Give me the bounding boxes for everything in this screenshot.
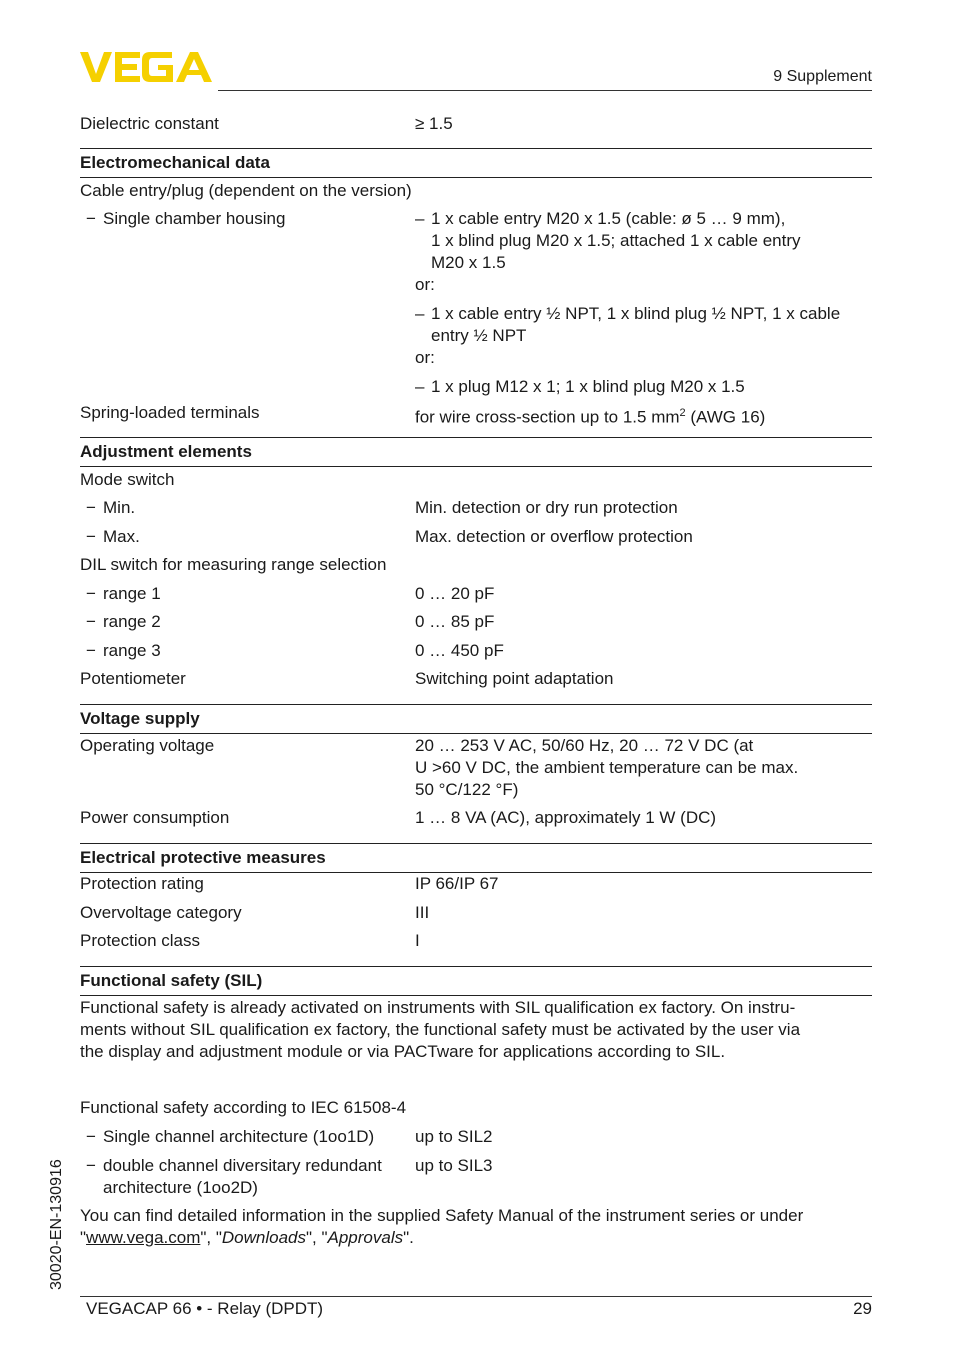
iec-label: Functional safety according to IEC 61508-4 [80,1098,407,1117]
max-value: Max. detection or overflow protection [415,527,693,546]
single-channel-label: − Single channel architecture (1oo1D) [86,1127,375,1146]
operating-voltage-label: Operating voltage [80,736,215,755]
protection-rating-value: IP 66/IP 67 [415,874,499,893]
section-title: 9 Supplement [773,68,872,85]
vega-link[interactable]: www.vega.com [86,1228,201,1247]
section-heading: Electrical protective measures [80,848,326,867]
section-electromechanical [80,148,872,178]
section-heading: Voltage supply [80,709,200,728]
document-id: 30020-EN-130916 [48,1159,65,1290]
double-channel-label: − double channel diversitary redundant architecture (1oo2D) [86,1156,382,1197]
operating-voltage-value: 20 … 253 V AC, 50/60 Hz, 20 … 72 V DC (at U >60 V DC, the ambient temperature can be max. 50 °C/122 °F) [415,736,799,799]
protection-rating-label: Protection rating [80,874,204,893]
or-text: or: [415,348,435,367]
cable-option-2: – 1 x cable entry ½ NPT, 1 x blind plug ½ NPT, 1 x cable entry ½ NPT [415,304,841,345]
range3-value: 0 … 450 pF [415,641,504,660]
sil-info: You can find detailed information in the supplied Safety Manual of the instrument series or under "www.vega.com", "Downloads", "Approvals". [80,1206,804,1247]
single-chamber-label: − Single chamber housing [86,209,286,228]
section-heading: Functional safety (SIL) [80,971,263,990]
section-voltage [80,704,872,734]
section-electrical [80,843,872,873]
product-name: VEGACAP 66 • - Relay (DPDT) [86,1299,324,1318]
dielectric-label: Dielectric constant [80,114,219,133]
range2-label: − range 2 [86,612,161,631]
double-channel-value: up to SIL3 [415,1156,493,1175]
footer-rule [80,1296,872,1297]
protection-class-value: I [415,931,420,950]
page-number: 29 [853,1299,872,1318]
single-chamber-value [415,208,875,398]
range1-value: 0 … 20 pF [415,584,495,603]
terminals-value: for wire cross-section up to 1.5 $mm^2$ (AWG 16) [415,407,766,427]
power-label: Power consumption [80,808,230,827]
range2-value: 0 … 85 pF [415,612,495,631]
downloads-text: Downloads [221,1228,306,1247]
potentiometer-value: Switching point adaptation [415,669,614,688]
potentiometer-label: Potentiometer [80,669,186,688]
min-value: Min. detection or dry run protection [415,498,678,517]
overvoltage-label: Overvoltage category [80,903,242,922]
protection-class-label: Protection class [80,931,200,950]
dielectric-value: ≥ 1.5 [415,114,453,133]
sil-paragraph: Functional safety is already activated on instruments with SIL qualification ex factory. On instru- ments without SIL qualification ex factory, the functional safety must be activated by the user via the display and adjustment module or via PACTware for applications according to SIL. [80,998,801,1061]
or-text: or: [415,275,435,294]
vega-logo [80,50,212,84]
header-rule [218,90,872,91]
range3-label: − range 3 [86,641,161,660]
dil-label: DIL switch for measuring range selection [80,555,387,574]
overvoltage-value: III [415,903,430,922]
section-adjustment [80,437,872,467]
single-channel-value: up to SIL2 [415,1127,493,1146]
approvals-text: Approvals [327,1228,404,1247]
cable-option-3: – 1 x plug M12 x 1; 1 x blind plug M20 x 1.5 [415,377,745,396]
mode-switch-label: Mode switch [80,470,175,489]
section-sil [80,966,872,996]
min-label: − Min. [86,498,136,517]
cable-option-1: – 1 x cable entry M20 x 1.5 (cable: ø 5 … 9 mm), 1 x blind plug M20 x 1.5; attached 1 x cable entry M20 x 1.5 [415,209,801,272]
max-label: − Max. [86,527,140,546]
section-heading: Electromechanical data [80,153,270,172]
range1-label: − range 1 [86,584,161,603]
section-heading: Adjustment elements [80,442,252,461]
cable-entry-label: Cable entry/plug (dependent on the version) [80,181,412,200]
terminals-label: Spring-loaded terminals [80,403,260,422]
power-value: 1 … 8 VA (AC), approximately 1 W (DC) [415,808,717,827]
